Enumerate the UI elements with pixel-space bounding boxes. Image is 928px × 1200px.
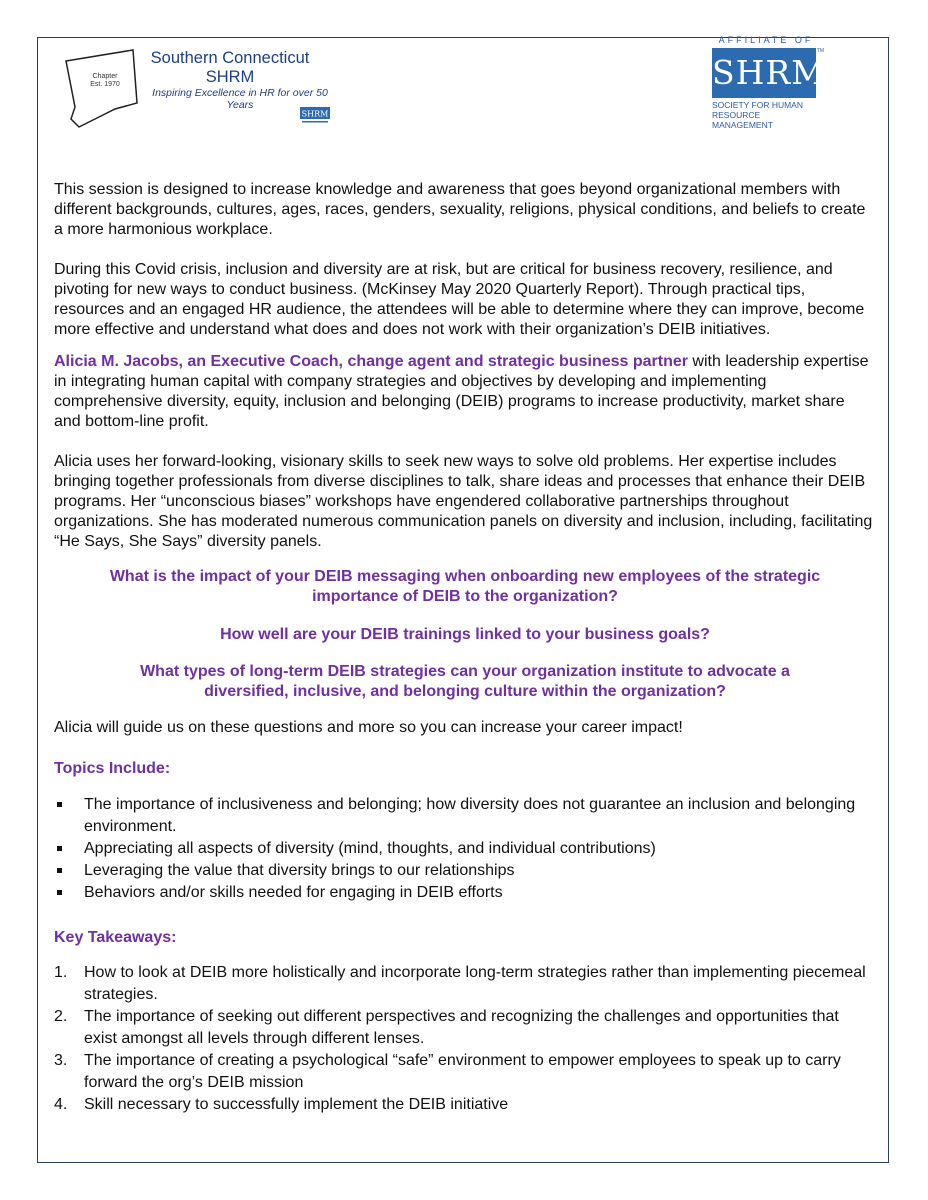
list-item: The importance of inclusiveness and belonging; how diversity does not guarantee an inclusion and belonging environment. bbox=[54, 794, 874, 838]
guide-sentence: Alicia will guide us on these questions and more so you can increase your career impact! bbox=[54, 719, 683, 736]
bullet-icon bbox=[57, 846, 62, 851]
shrm-mark-text: SHRM bbox=[712, 53, 827, 92]
speaker-description: with leadership expertise in integrating human capital with company strategies and objectives by developing and implementing comprehensive diversity, equity, inclusion and belonging (DEIB) programs to increase productivity, market share and bottom-line profit. bbox=[54, 353, 869, 430]
takeaways-heading: Key Takeaways: bbox=[54, 929, 177, 946]
list-item: 3. The importance of creating a psychological “safe” environment to empower employees to speak up to carry forward the org’s DEIB mission bbox=[54, 1052, 841, 1091]
chapter-label: Chapter Est. 1970 bbox=[90, 73, 120, 88]
speaker-paragraph bbox=[54, 352, 874, 432]
mini-shrm-text: SHRM bbox=[301, 109, 329, 119]
connecticut-map-icon bbox=[63, 47, 145, 131]
trademark: TM bbox=[816, 48, 824, 54]
question-3: What types of long-term DEIB strategies can your organization institute to advocate a diversified, inclusive, and belonging culture within the organization? bbox=[140, 663, 790, 700]
bullet-icon bbox=[57, 868, 62, 873]
speaker-highlight: Alicia M. Jacobs, an Executive Coach, change agent and strategic business partner bbox=[54, 353, 688, 370]
takeaways-list bbox=[54, 962, 874, 1116]
affiliate-subtitle: SOCIETY FOR HUMAN RESOURCE MANAGEMENT bbox=[712, 100, 803, 130]
list-item: 2. The importance of seeking out different perspectives and recognizing the challenges and opportunities that exist amongst all levels through different lenses. bbox=[54, 1008, 839, 1047]
list-item: Behaviors and/or skills needed for engaging in DEIB efforts bbox=[54, 882, 874, 904]
list-item: Appreciating all aspects of diversity (mind, thoughts, and individual contributions) bbox=[54, 838, 874, 860]
affiliate-top-text: AFFILIATE OF bbox=[718, 35, 814, 45]
list-item: 4. Skill necessary to successfully implement the DEIB initiative bbox=[54, 1096, 509, 1113]
covid-paragraph: During this Covid crisis, inclusion and diversity are at risk, but are critical for business recovery, resilience, and pivoting for new ways to conduct business. (McKinsey May 2020 Quarterly Report). Through practical tips, resources and an engaged HR audience, the attendees will be able to determine where they can improve, become more effective and understand what does and does not work with their organization’s DEIB initiatives. bbox=[54, 261, 865, 338]
topics-list bbox=[54, 794, 874, 904]
topics-heading: Topics Include: bbox=[54, 760, 171, 777]
chapter-title: Southern Connecticut SHRM bbox=[150, 49, 310, 86]
intro-paragraph: This session is designed to increase knowledge and awareness that goes beyond organizational members with different backgrounds, cultures, ages, races, genders, sexuality, religions, physical conditions, and beliefs to create a more harmonious workplace. bbox=[54, 181, 866, 238]
question-1: What is the impact of your DEIB messaging when onboarding new employees of the strategic importance of DEIB to the organization? bbox=[109, 568, 821, 605]
list-item: 1. How to look at DEIB more holistically and incorporate long-term strategies rather than implementing piecemeal strategies. bbox=[54, 964, 866, 1003]
shrm-mark bbox=[712, 48, 827, 98]
mini-shrm-logo bbox=[300, 107, 330, 125]
expertise-paragraph: Alicia uses her forward-looking, visionary skills to seek new ways to solve old problems. Her expertise includes bringing together professionals from diverse disciplines to talk, share ideas and processes that enhance their DEIB programs. Her “unconscious biases” workshops have engendered collaborative partnerships throughout organizations. She has moderated numerous communication panels on diversity and inclusion, including, facilitating “He Says, She Says” diversity panels. bbox=[54, 453, 873, 550]
bullet-icon bbox=[57, 890, 62, 895]
list-item: Leveraging the value that diversity brings to our relationships bbox=[54, 860, 874, 882]
question-2: How well are your DEIB trainings linked to your business goals? bbox=[220, 626, 710, 643]
chapter-tagline: Inspiring Excellence in HR for over 50 Years bbox=[152, 87, 328, 111]
affiliate-logo bbox=[710, 35, 827, 130]
chapter-logo bbox=[63, 45, 363, 135]
bullet-icon bbox=[57, 802, 62, 807]
